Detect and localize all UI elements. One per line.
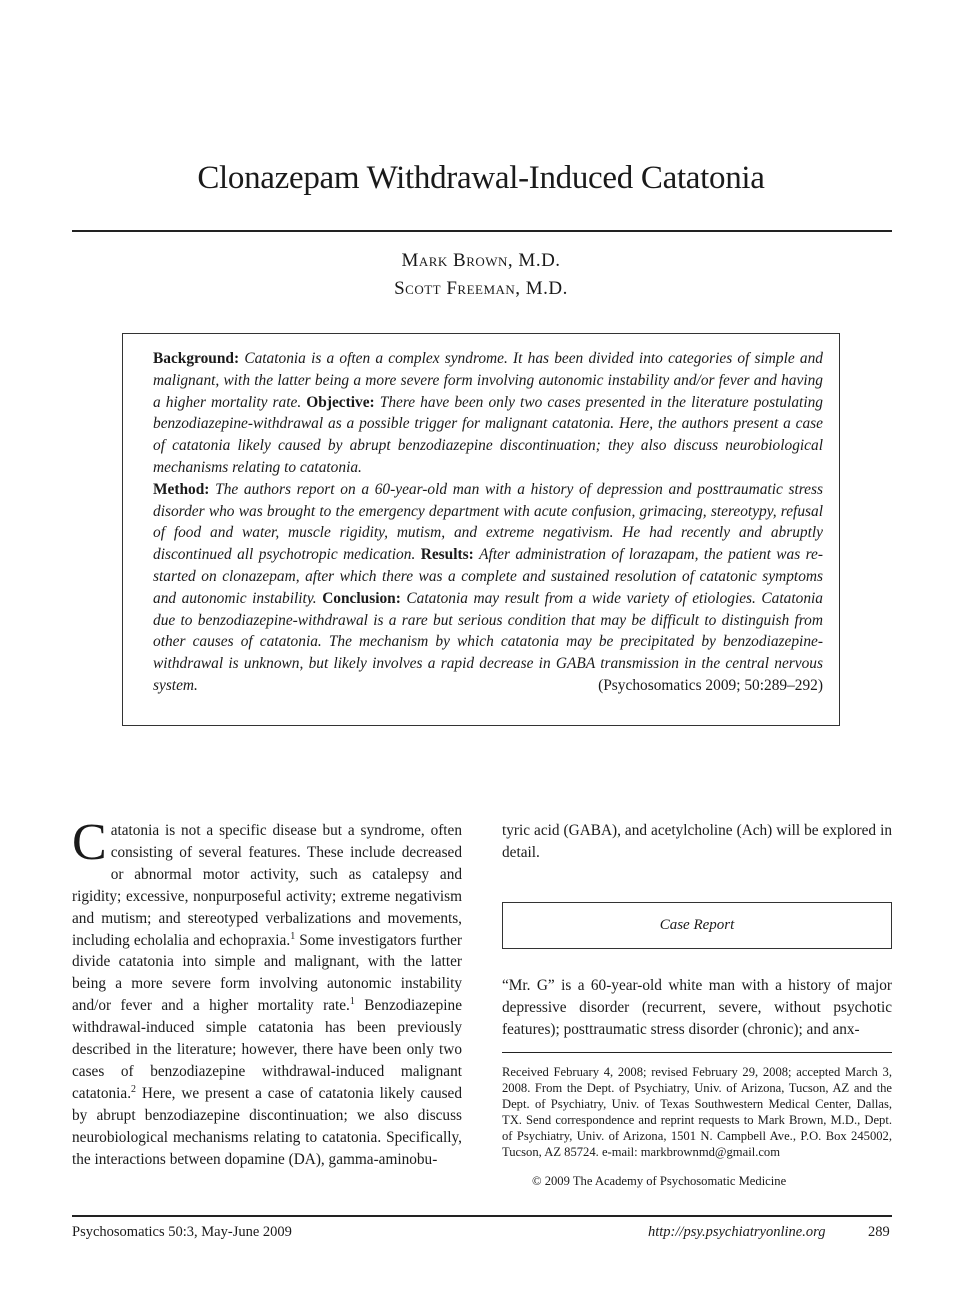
results-label: Results: [420, 546, 474, 564]
journal-url-link[interactable]: http://psy.psychiatryonline.org [648, 1224, 826, 1240]
intro-text-2: Some investigators further divide catatonia into simple and malignant, with the latter being a more severe form involving autonomic instability and/or fever and a higher mortality rate. [72, 931, 463, 1015]
section-heading-case-report: Case Report [502, 902, 892, 949]
footnote-text: Received February 4, 2008; revised February 29, 2008; accepted March 3, 2008. From the Dept. of Psychiatry, Univ. of Arizona, Tucson, AZ and the Dept. of Psychiatry, Univ. of Texas Southwestern Medical Center, Dallas, TX. Send correspondence and reprint requests to Mark Brown, M.D., Dept. of Psychiatry, Univ. of Arizona, 1501 N. Campbell Ave., P.O. Box 245002, Tucson, AZ 85724. e-mail: markbrownmd@gmail.com [502, 1065, 892, 1160]
body-column-left [72, 814, 463, 1171]
page-number: 289 [868, 1224, 890, 1240]
results-text: After administration of lorazapam, the patient was re-started on clonazepam, after which there was a complete and sustained resolution of catatonic symptoms and autonomic instability. [153, 546, 823, 607]
intro-text-1: atatonia is not a specific disease but a syndrome, often consisting of several features. These include decreased or abnormal motor activity, such as catalepsy and rigidity; excessive, nonpurposeful activity; extreme negativism and mutism; and stereotyped verbalizations and movements, including echolalia and echopraxia. [72, 822, 462, 949]
background-label: Background: [153, 350, 240, 367]
abstract-citation: (Psychosomatics 2009; 50:289–292) [598, 676, 823, 694]
intro-text-3: Benzodiazepine withdrawal-induced simple catatonia has been previously described in the literature; however, there have been only two cases of benzodiazepine withdrawal-induced malignant catatonia. [72, 997, 462, 1102]
journal-citation: Psychosomatics 50:3, May-June 2009 [72, 1224, 292, 1240]
conclusion-label: Conclusion: [322, 589, 401, 607]
intro-continuation: tyric acid (GABA), and acetylcholine (Ach) will be explored in detail. [502, 822, 892, 861]
method-label: Method: [153, 480, 210, 498]
background-text: Catatonia is a often a complex syndrome. It has been divided into categories of simple and malignant, with the latter being a more severe form involving autonomic instability and/or fever and having a higher mortality rate. [153, 350, 823, 411]
method-text: The authors report on a 60-year-old man with a history of depression and posttraumatic stress disorder who was brought to the emergency department with acute confusion, grimacing, stereotypy, refusal of food and water, muscle rigidity, mutism, and extreme negativism. He had recently and abruptly discontinued all psychotropic medication. [153, 480, 823, 564]
case-report-text: “Mr. G” is a 60-year-old white man with a history of major depressive disorder (recurrent, severe, without psychotic features); posttraumatic stress disorder (chronic); and anx- [502, 977, 892, 1038]
footnote-divider [502, 1052, 892, 1053]
abstract-text [153, 348, 823, 697]
reference-1[interactable]: 1 [290, 930, 296, 942]
reference-3[interactable]: 2 [131, 1083, 137, 1095]
author-2: Scott Freeman, M.D. [394, 278, 568, 299]
title-divider [72, 230, 892, 232]
objective-text: There have been only two cases presented in the literature postulating benzodiazepine-withdrawal as a possible trigger for malignant catatonia. Here, the authors present a case of catatonia likely caused by abrupt benzodiazepine discontinuation; they also discuss neurobiological mechanisms relating to catatonia. [153, 393, 823, 476]
author-1: Mark Brown, M.D. [401, 250, 561, 271]
footer-divider [72, 1215, 892, 1217]
article-title: Clonazepam Withdrawal-Induced Catatonia [197, 160, 765, 196]
abstract-box [122, 333, 840, 726]
objective-label: Objective: [306, 393, 375, 411]
drop-cap: C [72, 814, 107, 871]
copyright-notice: © 2009 The Academy of Psychosomatic Medicine [532, 1174, 787, 1188]
conclusion-text: Catatonia may result from a wide variety of etiologies. Catatonia due to benzodiazepine-withdrawal is a rare but serious condition that may be difficult to distinguish from other causes of catatonia. The mechanism by which catatonia may be precipitated by benzodiazepine-withdrawal is unknown, but likely involves a rapid decrease in GABA transmission in the central nervous system. [153, 589, 823, 694]
reference-2[interactable]: 1 [349, 996, 355, 1008]
intro-text-4: Here, we present a case of catatonia likely caused by abrupt benzodiazepine discontinuation; we also discuss neurobiological mechanisms relating to catatonia. Specifically, the interactions between dopamine (DA), gamma-aminobu- [72, 1084, 462, 1168]
